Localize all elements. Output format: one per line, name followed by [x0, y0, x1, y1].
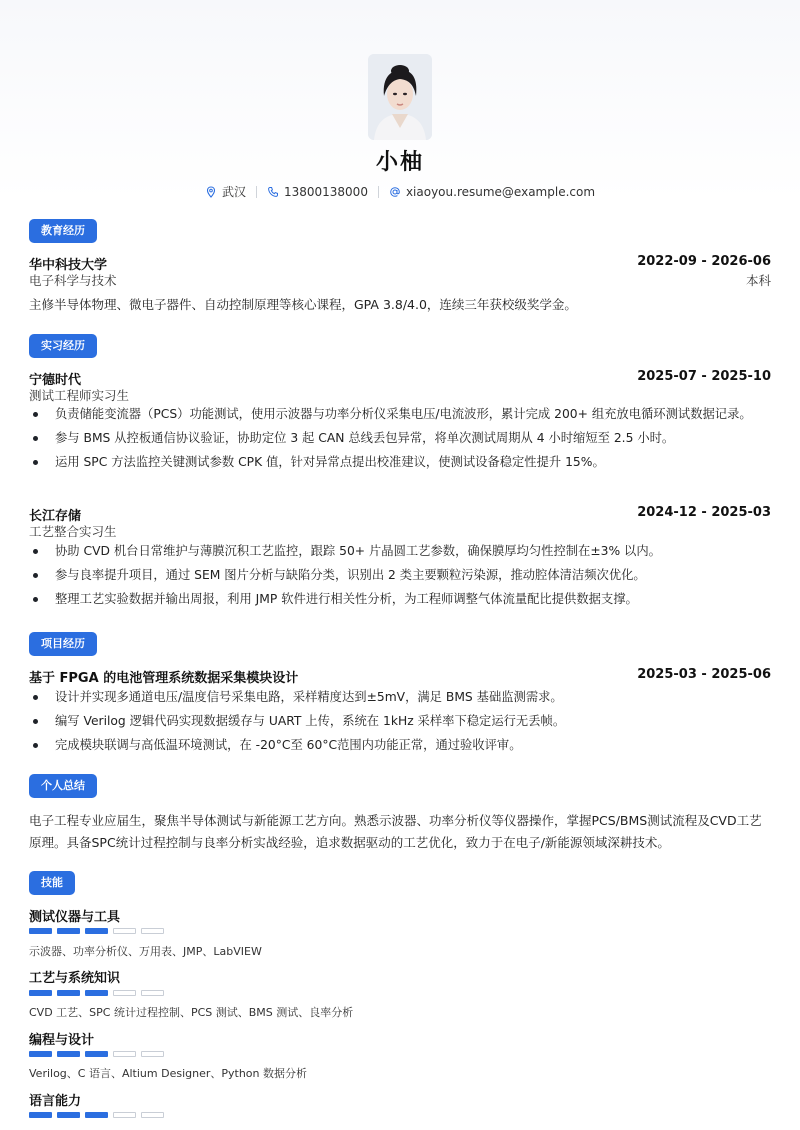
contact-bar: [0, 183, 800, 200]
skill-level-segment-empty: [113, 1051, 136, 1057]
contact-location-text: 武汉: [221, 185, 246, 199]
location-pin-icon: [205, 186, 217, 198]
education-subheader: [29, 271, 771, 289]
internship-role: 测试工程师实习生: [29, 388, 130, 403]
list-item: 设计并实现多通道电压/温度信号采集电路，采样精度达到±5mV，满足 BMS 基础监测需求。: [29, 689, 771, 706]
candidate-name: 小柚: [375, 150, 424, 175]
phone-icon: [267, 186, 279, 198]
contact-email: [379, 185, 605, 199]
degree-level: 本科: [745, 273, 771, 288]
skill-level-segment-filled: [57, 990, 80, 996]
skill-detail: Verilog、C 语言、Altium Designer、Python 数据分析: [29, 1067, 307, 1080]
skill-detail: 示波器、功率分析仪、万用表、JMP、LabVIEW: [29, 945, 262, 958]
internship-bullets: [29, 406, 771, 478]
skill-level-segment-filled: [29, 1112, 52, 1118]
list-item: 运用 SPC 方法监控关键测试参数 CPK 值，针对异常点提出校准建议，使测试设备稳定性提升 15%。: [29, 454, 771, 471]
internship-role: 工艺整合实习生: [29, 524, 117, 539]
skill-name: 工艺与系统知识: [29, 971, 121, 986]
contact-phone-text: 13800138000: [283, 184, 368, 199]
skill-name: 测试仪器与工具: [29, 910, 121, 925]
skill-level-segment-filled: [85, 928, 108, 934]
skill-level-segment-empty: [141, 928, 164, 934]
project-date: 2025-03 - 2025-06: [637, 667, 771, 682]
skill-level-segment-empty: [113, 928, 136, 934]
education-date: 2022-09 - 2026-06: [637, 254, 771, 269]
internship-bullets: [29, 543, 771, 615]
section-tag-internship: 实习经历: [29, 334, 97, 358]
skill-level-segment-filled: [29, 928, 52, 934]
profile-photo: [368, 54, 432, 140]
skill-level-segment-filled: [57, 928, 80, 934]
skill-level-segment-empty: [113, 990, 136, 996]
school-name: 华中科技大学: [29, 258, 108, 273]
list-item: 参与 BMS 从控板通信协议验证，协助定位 3 起 CAN 总线丢包异常，将单次测试周期从 4 小时缩短至 2.5 小时。: [29, 430, 771, 447]
section-tag-skills: 技能: [29, 871, 75, 895]
at-sign-icon: [389, 186, 401, 198]
list-item: 编写 Verilog 逻辑代码实现数据缓存与 UART 上传，系统在 1kHz 采样率下稳定运行无丢帧。: [29, 713, 771, 730]
skill-level-bar: [29, 1051, 164, 1057]
major-name: 电子科学与技术: [29, 273, 117, 288]
skill-level-segment-filled: [85, 990, 108, 996]
skill-level-segment-filled: [29, 1051, 52, 1057]
project-title: 基于 FPGA 的电池管理系统数据采集模块设计: [29, 671, 299, 686]
skill-level-segment-empty: [141, 1112, 164, 1118]
project-header: [29, 667, 771, 686]
skill-level-segment-filled: [57, 1051, 80, 1057]
list-item: 负责储能变流器（PCS）功能测试，使用示波器与功率分析仪采集电压/电流波形，累计完成 200+ 组充放电循环测试数据记录。: [29, 406, 771, 423]
skill-level-bar: [29, 1112, 164, 1118]
section-tag-summary: 个人总结: [29, 774, 97, 798]
internship-header: [29, 369, 771, 388]
skill-level-segment-filled: [85, 1112, 108, 1118]
company-name: 宁德时代: [29, 373, 82, 388]
skill-name: 编程与设计: [29, 1033, 95, 1048]
internship-date: 2024-12 - 2025-03: [637, 505, 771, 520]
list-item: 完成模块联调与高低温环境测试，在 -20°C至 60°C范围内功能正常，通过验收评审。: [29, 737, 771, 754]
contact-email-text: xiaoyou.resume@example.com: [405, 184, 596, 199]
skill-level-segment-filled: [85, 1051, 108, 1057]
skill-detail: CVD 工艺、SPC 统计过程控制、PCS 测试、BMS 测试、良率分析: [29, 1006, 354, 1019]
section-tag-project: 项目经历: [29, 632, 97, 656]
contact-location: [195, 183, 256, 200]
project-bullets: [29, 689, 771, 761]
internship-date: 2025-07 - 2025-10: [637, 369, 771, 384]
list-item: 协助 CVD 机台日常维护与薄膜沉积工艺监控，跟踪 50+ 片晶圆工艺参数，确保膜厚均匀性控制在±3% 以内。: [29, 543, 771, 560]
skill-name: 语言能力: [29, 1094, 82, 1109]
internship-header: [29, 505, 771, 524]
contact-phone: [257, 185, 378, 199]
list-item: 参与良率提升项目，通过 SEM 图片分析与缺陷分类，识别出 2 类主要颗粒污染源，推动腔体清洁频次优化。: [29, 567, 771, 584]
skill-level-segment-filled: [29, 990, 52, 996]
skill-level-segment-empty: [141, 990, 164, 996]
skill-level-bar: [29, 990, 164, 996]
skill-level-segment-empty: [113, 1112, 136, 1118]
skill-level-segment-empty: [141, 1051, 164, 1057]
skill-level-bar: [29, 928, 164, 934]
list-item: 整理工艺实验数据并输出周报，利用 JMP 软件进行相关性分析，为工程师调整气体流量配比提供数据支撑。: [29, 591, 771, 608]
skill-level-segment-filled: [57, 1112, 80, 1118]
education-description: 主修半导体物理、微电子器件、自动控制原理等核心课程，GPA 3.8/4.0，连续三年获校级奖学金。: [29, 297, 577, 312]
section-tag-education: 教育经历: [29, 219, 97, 243]
summary-text: 电子工程专业应届生，聚焦半导体测试与新能源工艺方向。熟悉示波器、功率分析仪等仪器操作，掌握PCS/BMS测试流程及CVD工艺原理。具备SPC统计过程控制与良率分析实战经验，追求数据驱动的工艺优化，致力于在电子/新能源领域深耕技术。: [29, 813, 762, 850]
company-name: 长江存储: [29, 509, 82, 524]
